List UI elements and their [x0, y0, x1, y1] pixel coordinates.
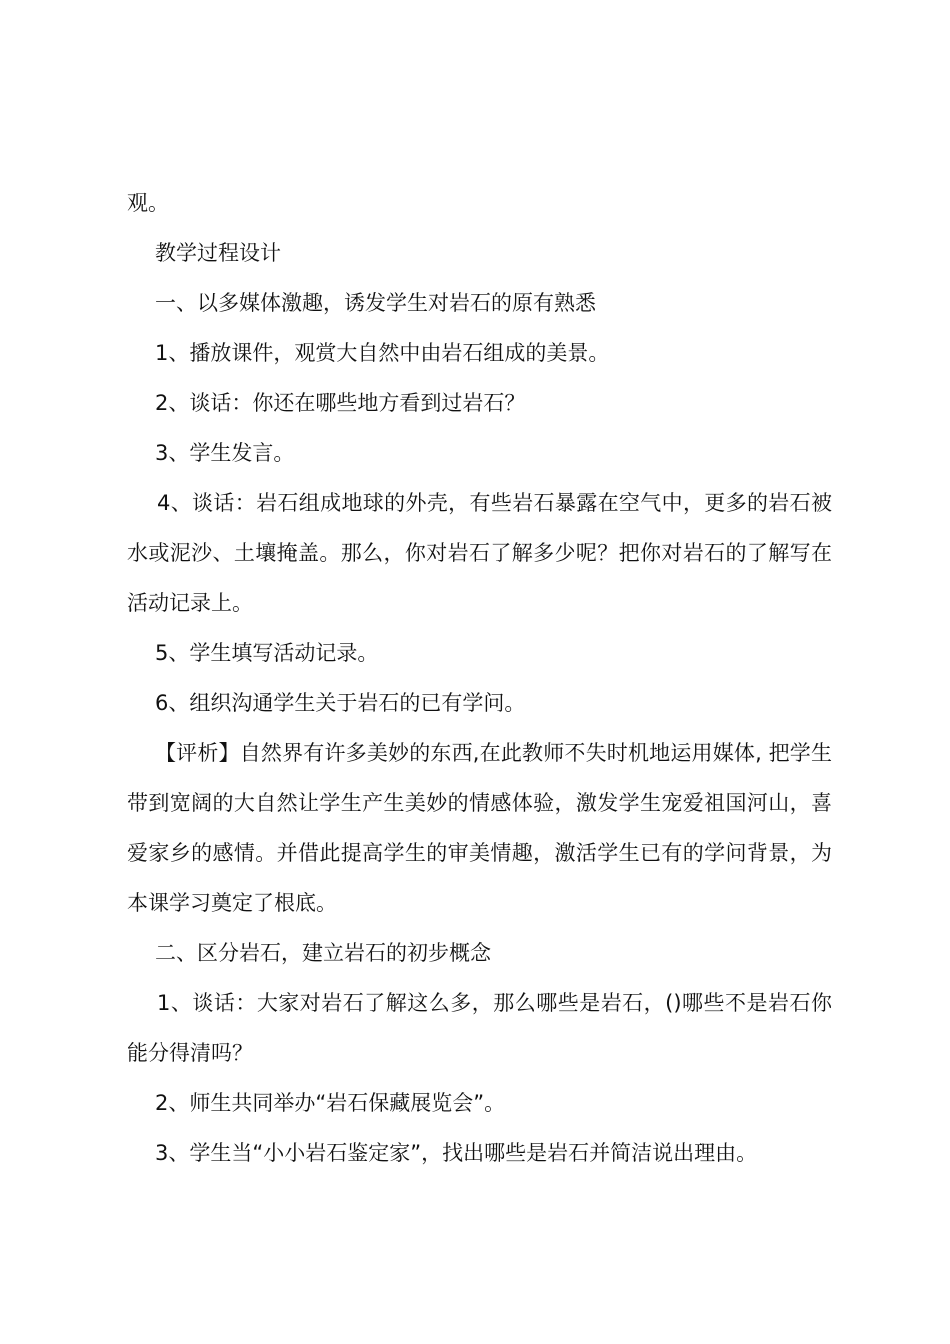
section-title-teaching-process: 教学过程设计 — [155, 241, 281, 265]
heading-part-one: 一、以多媒体激趣，诱发学生对岩石的原有熟悉 — [155, 291, 596, 315]
step-2-2: 2、师生共同举办“岩石保藏展览会”。 — [155, 1091, 506, 1115]
step-1-6: 6、组织沟通学生关于岩石的已有学问。 — [155, 691, 526, 715]
step-2-1: 1、谈话：大家对岩石了解这么多，那么哪些是岩石，()哪些不是岩石你能分得清吗？ — [127, 991, 832, 1065]
step-1-3: 3、学生发言。 — [155, 441, 295, 465]
paragraph-continuation: 观。 — [127, 191, 169, 215]
step-2-3: 3、学生当“小小岩石鉴定家”，找出哪些是岩石并简洁说出理由。 — [155, 1141, 758, 1165]
commentary-paragraph: 【评析】自然界有许多美妙的东西,在此教师不失时机地运用媒体, 把学生带到宽阔的大自然让学生产生美妙的情感体验，激发学生宠爱祖国河山，喜爱家乡的感情。并借此提高学生的审美情趣，激活学生已有的学问背景，为本课学习奠定了根底。 — [127, 741, 832, 915]
step-1-1: 1、播放课件，观赏大自然中由岩石组成的美景。 — [155, 341, 610, 365]
step-1-5: 5、学生填写活动记录。 — [155, 641, 379, 665]
document-body — [127, 178, 832, 1178]
step-1-2: 2、谈话：你还在哪些地方看到过岩石？ — [155, 391, 526, 415]
step-1-4: 4、谈话：岩石组成地球的外壳，有些岩石暴露在空气中，更多的岩石被水或泥沙、土壤掩盖。那么，你对岩石了解多少呢？把你对岩石的了解写在活动记录上。 — [127, 491, 832, 615]
heading-part-two: 二、区分岩石，建立岩石的初步概念 — [155, 941, 491, 965]
